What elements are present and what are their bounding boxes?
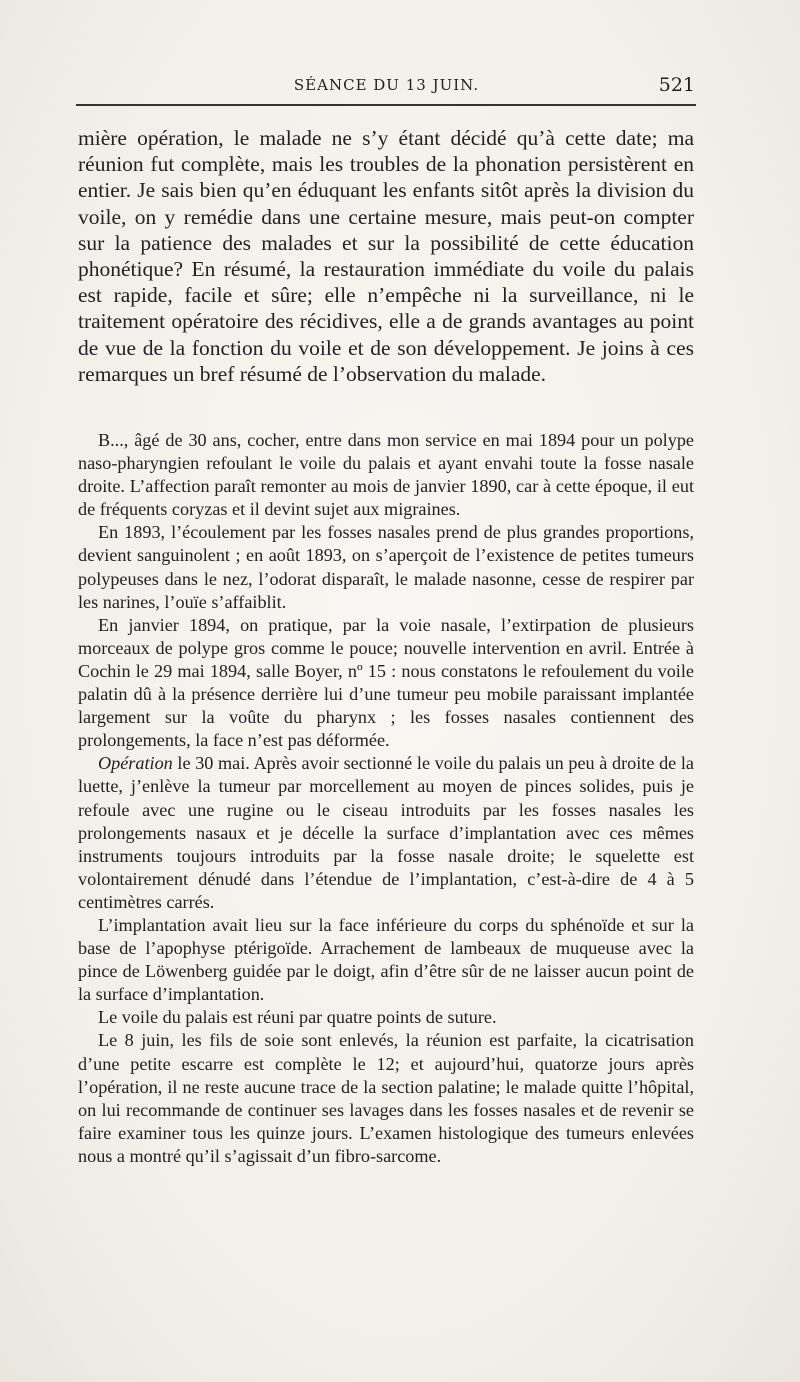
observation-paragraph-4 — [78, 752, 694, 914]
observation-paragraph-7: Le 8 juin, les fils de soie sont enlevés, la réunion est parfaite, la cicatrisation d’une petite escarre est complète le 12; et aujourd’hui, quatorze jours après l’opération, il ne reste aucune trace de la section palatine; le malade quitte l’hôpital, on lui recommande de continuer ses lavages dans les fosses nasales et de revenir se faire examiner tous les quinze jours. L’examen histologique des tumeurs enlevées nous a montré qu’il s’agissait d’un fibro-sarcome. — [78, 1030, 694, 1166]
observation-paragraph-5: L’implantation avait lieu sur la face inférieure du corps du sphénoïde et sur la base de l’apophyse ptérigoïde. Arrachement de lambeaux de muqueuse avec la pince de Löwenberg guidée par le doigt, afin d’être sûr de ne laisser aucun point de la surface d’implantation. — [78, 914, 694, 1005]
observation-block — [78, 429, 694, 1168]
running-title: SÉANCE DU 13 JUIN. — [293, 76, 480, 94]
operation-label: Opération — [98, 753, 173, 774]
observation-paragraph-1: B..., âgé de 30 ans, cocher, entre dans mon service en mai 1894 pour un polype naso-pharyngien refoulant le voile du palais et ayant envahi toute la fosse nasale droite. L’affection paraît remonter au mois de janvier 1890, car à cette époque, il eut de fréquents coryzas et il devint sujet aux migraines. — [78, 430, 694, 520]
operation-text: le 30 mai. Après avoir sectionné le voile du palais un peu à droite de la luette, j’enlève la tumeur par morcellement au moyen de pinces solides, puis je refoule avec une rugine ou le ciseau introduits par les fosses nasales les prolongements nasaux et je décelle la surface d’implantation avec ces mêmes instruments toujours introduits par la fosse nasale droite; le squelette est volontairement dénudé dans l’étendue de l’implantation, c’est-à-dire de 4 à 5 centimètres carrés. — [78, 753, 694, 912]
observation-paragraph-3: En janvier 1894, on pratique, par la voie nasale, l’extirpation de plusieurs morceaux de polype gros comme le pouce; nouvelle intervention en avril. Entrée à Cochin le 29 mai 1894, salle Boyer, nº 15 : nous constatons le refoulement du voile palatin dû à la présence derrière lui d’une tumeur peu mobile paraissant implantée largement sur la voûte du pharynx ; les fosses nasales contiennent des prolongements, la face n’est pas déformée. — [78, 614, 694, 751]
main-text-block — [78, 125, 694, 387]
observation-paragraph-6: Le voile du palais est réuni par quatre points de suture. — [98, 1007, 497, 1028]
main-paragraph: mière opération, le malade ne s’y étant décidé qu’à cette date; ma réunion fut complète, mais les troubles de la phonation persistèrent en entier. Je sais bien qu’en éduquant les enfants sitôt après la division du voile, on y remédie dans une certaine mesure, mais peut-on compter sur la patience des malades et sur la possibilité de cette éducation phonétique? En résumé, la restauration immédiate du voile du palais est rapide, facile et sûre; elle n’empêche ni la surveillance, ni le traitement opératoire des récidives, elle a de grands avantages au point de vue de la fonction du voile et de son développement. Je joins à ces remarques un bref résumé de l’observation du malade. — [78, 126, 694, 386]
header-rule — [76, 104, 696, 106]
page-number: 521 — [658, 74, 695, 96]
page-header — [78, 74, 695, 98]
observation-paragraph-2: En 1893, l’écoulement par les fosses nasales prend de plus grandes proportions, devient sanguinolent ; en août 1893, on s’aperçoit de l’existence de petites tumeurs polypeuses dans le nez, l’odorat disparaît, le malade nasonne, cesse de respirer par les narines, l’ouïe s’affaiblit. — [78, 522, 694, 612]
